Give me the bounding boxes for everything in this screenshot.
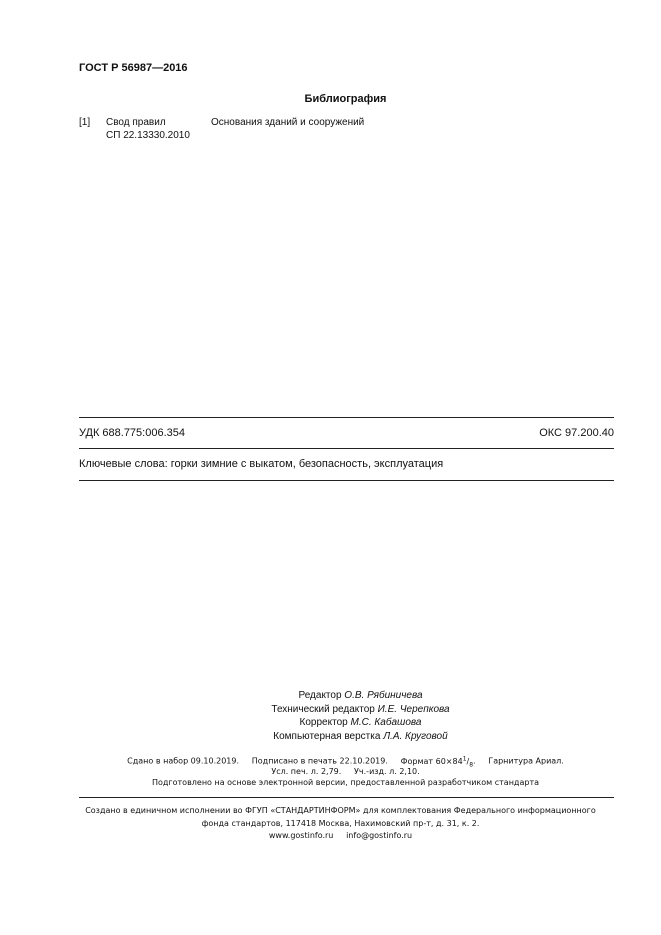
staff-role: Компьютерная верстка: [273, 730, 381, 742]
staff-layout: [60, 730, 661, 744]
keywords: Ключевые слова: горки зимние с выкатом, безопасность, эксплуатация: [79, 458, 444, 470]
printing-line-1: Сдано в набор 09.10.2019. Подписано в печать 22.10.2019. Формат $60\times 84^1/_8$. Гарнитура Ариал.: [127, 755, 564, 769]
entry-doc-code: СП 22.13330.2010: [106, 130, 190, 141]
udk-code: УДК 688.775:006.354: [79, 427, 185, 439]
entry-number: [1]: [79, 117, 91, 128]
staff-role: Корректор: [299, 717, 348, 728]
staff-name: И.Е. Черепкова: [377, 703, 450, 715]
bibliography-title: Библиография: [304, 93, 387, 105]
staff-proofreader: [60, 716, 661, 730]
format-sup: 1: [462, 755, 467, 762]
staff-tech-editor: [60, 703, 661, 717]
prepared-note: Подготовлено на основе электронной версии, предоставленной разработчиком стандарта: [151, 778, 540, 787]
entry-doc-type: Свод правил: [106, 117, 166, 128]
divider-bottom: [79, 797, 614, 798]
edition-sheets: Уч.-изд. л. 2,10.: [354, 767, 420, 776]
publisher-website[interactable]: www.gostinfo.ru: [268, 831, 334, 840]
staff-name: М.С. Кабашова: [350, 717, 422, 728]
entry-doc-title: Основания зданий и сооружений: [211, 117, 365, 128]
publisher-line-1: Создано в единичном исполнении во ФГУП «СТАНДАРТИНФОРМ» для комплектования Федерального информационного: [85, 806, 596, 815]
publisher-line-2: фонда стандартов, 117418 Москва, Нахимовский пр-т, д. 31, к. 2.: [201, 818, 480, 828]
print-sheets: Усл. печ. л. 2,79.: [271, 767, 342, 776]
typeface: Гарнитура Ариал.: [488, 756, 564, 766]
staff-editor: [60, 689, 661, 703]
publisher-contacts: [20, 830, 661, 843]
standard-number: ГОСТ Р 56987—2016: [79, 62, 188, 74]
divider-keywords: [79, 480, 614, 481]
staff-list: [0, 689, 661, 743]
oks-code: ОКС 97.200.40: [539, 427, 614, 439]
signed-date: Подписано в печать 22.10.2019.: [251, 756, 388, 766]
staff-role: Редактор: [298, 690, 342, 701]
divider-middle: [79, 448, 614, 449]
submitted-date: Сдано в набор 09.10.2019.: [127, 756, 240, 766]
divider-top: [79, 417, 614, 418]
format-sub: 8: [469, 761, 474, 769]
printing-line-2: [0, 767, 661, 776]
staff-name: Л.А. Круговой: [383, 730, 448, 742]
publisher-email[interactable]: info@gostinfo.ru: [346, 831, 413, 840]
print-format: Формат $60\times 84^1/_8$: [400, 755, 474, 769]
staff-name: О.В. Рябиничева: [344, 690, 423, 701]
format-label: Формат 60×84: [400, 756, 463, 766]
staff-role: Технический редактор: [271, 703, 375, 715]
publisher-info: [0, 805, 661, 843]
